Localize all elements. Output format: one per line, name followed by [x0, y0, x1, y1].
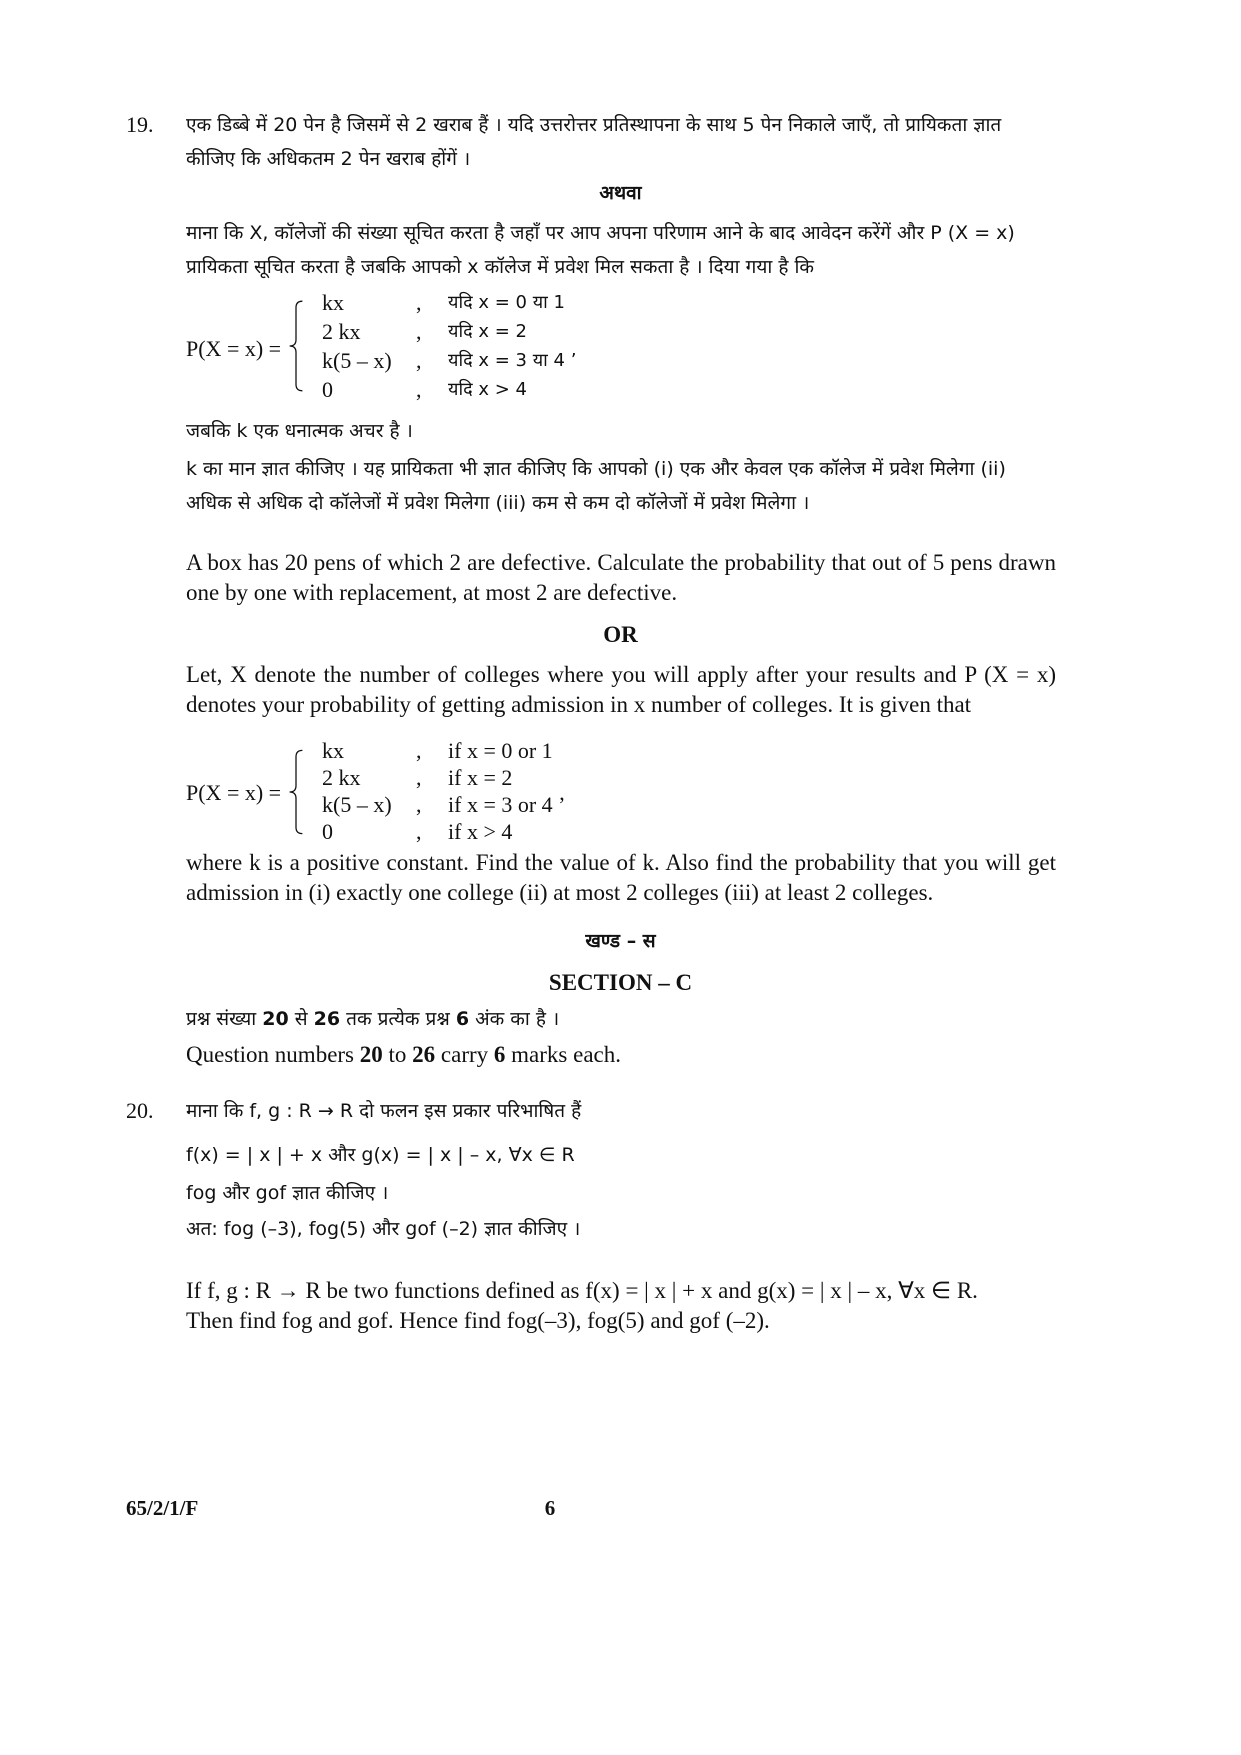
piecewise-expr: kx — [322, 738, 344, 763]
piecewise-sep: , — [416, 290, 422, 315]
q19-english-or: OR — [603, 622, 638, 647]
curly-brace-icon — [288, 738, 304, 846]
piecewise-cond: if x = 3 or 4 ’ — [448, 792, 566, 817]
piecewise-sep: , — [416, 738, 422, 763]
piecewise-expr: 0 — [322, 819, 333, 844]
piecewise-sep: , — [416, 792, 422, 817]
piecewise-sep: , — [416, 319, 422, 344]
piecewise-expr: 2 kx — [322, 319, 361, 344]
section-note-english — [186, 1040, 1056, 1070]
piecewise-lhs: P(X = x) = — [186, 336, 282, 361]
q19-english-find: where k is a positive constant. Find the value of k. Also find the probability that you will get admission in (i) exactly one college (ii) at most 2 colleges (iii) at least 2 colleges. — [186, 850, 1056, 905]
piecewise-lhs: P(X = x) = — [186, 780, 282, 805]
question-number-19: 19. — [126, 112, 154, 137]
note-text: to — [382, 1042, 413, 1067]
note-text: carry — [435, 1042, 494, 1067]
note-number: 20 — [262, 1008, 289, 1030]
piecewise-cond: यदि x > 4 — [448, 379, 528, 400]
q20-hindi-line3: fog और gof ज्ञात कीजिए । — [186, 1182, 389, 1204]
q20-english-line1: If f, g : R → R be two functions defined as f(x) = | x | + x and g(x) = | x | – x, ∀x ∈ R. — [186, 1278, 978, 1303]
note-number: 26 — [313, 1008, 341, 1030]
q20-english-line2: Then find fog and gof. Hence find fog(–3), fog(5) and gof (–2). — [186, 1308, 770, 1333]
piecewise-expr: kx — [322, 290, 344, 315]
piecewise-sep: , — [416, 765, 422, 790]
note-text: Question numbers — [186, 1042, 360, 1067]
piecewise-cond: यदि x = 2 — [448, 321, 528, 342]
q20-hindi-line1: माना कि f, g : R → R दो फलन इस प्रकार परिभाषित हैं — [186, 1100, 582, 1122]
section-title-english: SECTION – C — [548, 970, 693, 995]
piecewise-cond: if x > 4 — [448, 819, 513, 844]
curly-brace-icon — [288, 288, 304, 404]
piecewise-expr: k(5 – x) — [322, 792, 392, 817]
piecewise-cond: if x = 2 — [448, 765, 513, 790]
note-number: 6 — [493, 1042, 506, 1067]
q19-english-piecewise — [186, 738, 686, 850]
piecewise-sep: , — [416, 819, 422, 844]
note-text: तक प्रत्येक प्रश्न — [340, 1008, 456, 1030]
piecewise-sep: , — [416, 348, 422, 373]
q19-hindi-piecewise — [186, 288, 686, 408]
paper-code: 65/2/1/F — [126, 1496, 199, 1520]
piecewise-expr: 0 — [322, 377, 333, 402]
q19-hindi-or: अथवा — [599, 182, 642, 204]
q20-hindi-line4: अत: fog (–3), fog(5) और gof (–2) ज्ञात कीजिए । — [186, 1218, 581, 1240]
section-title-hindi: खण्ड – स — [585, 930, 656, 952]
q19-hindi-find: k का मान ज्ञात कीजिए । यह प्रायिकता भी ज्ञात कीजिए कि आपको (i) एक और केवल एक कॉलेज में प्रवेश मिलेगा (ii) अधिक से अधिक दो कॉलेजों में प्रवेश मिलेगा (iii) कम से कम दो कॉलेजों में प्रवेश मिलेगा । — [186, 458, 1006, 514]
piecewise-expr: k(5 – x) — [322, 348, 392, 373]
piecewise-cond: यदि x = 0 या 1 — [448, 292, 566, 313]
note-text: अंक का है । — [469, 1008, 560, 1030]
q20-hindi-line2: f(x) = | x | + x और g(x) = | x | – x, ∀x ∈ R — [186, 1144, 575, 1166]
piecewise-sep: , — [416, 377, 422, 402]
q19-english-main: A box has 20 pens of which 2 are defective. Calculate the probability that out of 5 pens drawn one by one with replacement, at most 2 are defective. — [186, 550, 1056, 605]
note-number: 6 — [455, 1008, 470, 1030]
note-number: 20 — [359, 1042, 383, 1067]
note-text: प्रश्न संख्या — [186, 1008, 263, 1030]
piecewise-expr: 2 kx — [322, 765, 361, 790]
q19-hindi-main: एक डिब्बे में 20 पेन है जिसमें से 2 खराब हैं । यदि उत्तरोत्तर प्रतिस्थापना के साथ 5 पेन निकाले जाएँ, तो प्रायिकता ज्ञात कीजिए कि अधिकतम 2 पेन खराब होंगें । — [186, 114, 1002, 170]
piecewise-cond: यदि x = 3 या 4 ’ — [448, 350, 577, 371]
question-number-20: 20. — [126, 1098, 154, 1123]
q19-hindi-where: जबकि k एक धनात्मक अचर है । — [186, 420, 413, 442]
note-text: marks each. — [505, 1042, 621, 1067]
note-number: 26 — [412, 1042, 436, 1067]
note-text: से — [288, 1008, 314, 1030]
q19-hindi-alt: माना कि X, कॉलेजों की संख्या सूचित करता है जहाँ पर आप अपना परिणाम आने के बाद आवेदन करेंगें और P (X = x) प्रायिकता सूचित करता है जबकि आपको x कॉलेज में प्रवेश मिल सकता है । दिया गया है कि — [186, 222, 1015, 278]
piecewise-cond: if x = 0 or 1 — [448, 738, 553, 763]
q19-english-alt: Let, X denote the number of colleges where you will apply after your results and P (X = x) denotes your probability of getting admission in x number of colleges. It is given that — [186, 662, 1056, 717]
section-note-hindi — [186, 1002, 1056, 1036]
page-number: 6 — [544, 1496, 556, 1520]
